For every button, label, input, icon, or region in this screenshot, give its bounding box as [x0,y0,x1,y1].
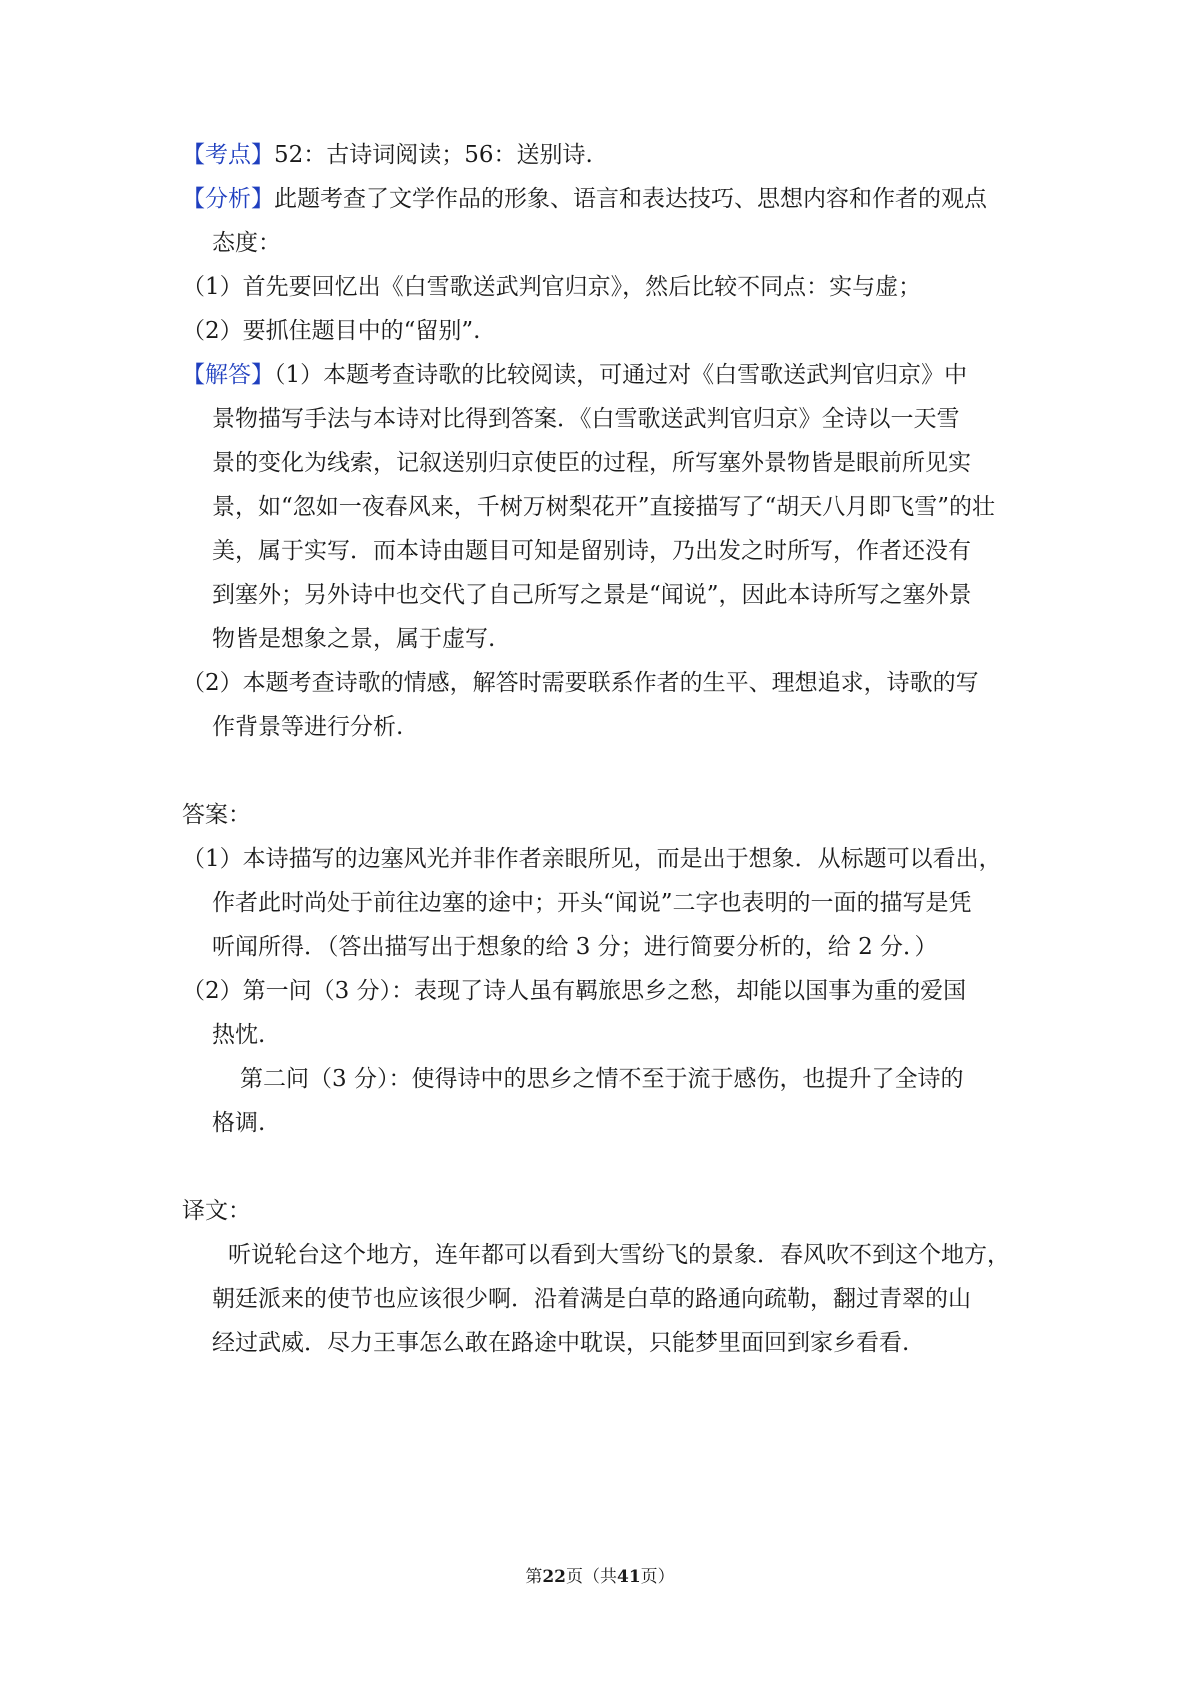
answer-line-2: 作者此时尚处于前往边塞的途中；开头“闻说”二字也表明的一面的描写是凭 [212,890,972,916]
translation-line-1: 听说轮台这个地方，连年都可以看到大雪纷飞的景象．春风吹不到这个地方， [228,1242,1010,1268]
page-footer [0,1565,1200,1589]
kaodian-tag: 【考点】 [182,142,274,168]
fenxi-tag: 【分析】 [182,186,274,212]
footer-page-number: 22 [542,1567,566,1587]
jieda-line-6: 到塞外；另外诗中也交代了自己所写之景是“闻说”，因此本诗所写之塞外景 [212,582,972,608]
jieda-line-5: 美，属于实写．而本诗由题目可知是留别诗，乃出发之时所写，作者还没有 [212,538,971,564]
translation-heading: 译文： [182,1198,251,1224]
footer-suffix: 页） [640,1567,675,1587]
jieda-text-0: （1）本题考查诗歌的比较阅读，可通过对《白雪歌送武判官归京》中 [274,362,968,388]
fenxi-line-4: （2）要抓住题目中的“留别”. [182,318,481,344]
footer-total-pages: 41 [617,1567,641,1587]
fenxi-text-0: 此题考查了文学作品的形象、语言和表达技巧、思想内容和作者的观点 [274,186,987,212]
answer-line-1: （1）本诗描写的边塞风光并非作者亲眼所见，而是出于想象．从标题可以看出， [182,846,1002,872]
translation-line-3: 经过武威．尽力王事怎么敢在路途中耽误，只能梦里面回到家乡看看. [212,1330,910,1356]
kaodian-text: 52：古诗词阅读；56：送别诗. [274,142,593,168]
answer-heading: 答案： [182,802,251,828]
fenxi-line-2: 态度： [212,230,281,256]
jieda-line-2: 景物描写手法与本诗对比得到答案．《白雪歌送武判官归京》全诗以一天雪 [212,406,960,432]
jieda-line-1 [182,360,967,390]
jieda-line-7: 物皆是想象之景，属于虚写. [212,626,496,652]
jieda-tag: 【解答】 [182,362,274,388]
footer-prefix: 第 [525,1567,543,1587]
jieda-line-9: 作背景等进行分析. [212,714,404,740]
jieda-line-3: 景的变化为线索，记叙送别归京使臣的过程，所写塞外景物皆是眼前所见实 [212,450,971,476]
jieda-line-4: 景，如“忽如一夜春风来，千树万树梨花开”直接描写了“胡天八月即飞雪”的壮 [212,494,996,520]
footer-middle: 页（共 [566,1567,617,1587]
answer-line-3: 听闻所得．（答出描写出于想象的给 3 分；进行简要分析的，给 2 分．） [212,934,938,960]
fenxi-line-3: （1）首先要回忆出《白雪歌送武判官归京》，然后比较不同点：实与虚； [182,274,922,300]
kaodian-line [182,140,593,170]
answer-line-7: 格调. [212,1110,266,1136]
answer-line-5: 热忱. [212,1022,266,1048]
answer-line-6: 第二问（3 分）：使得诗中的思乡之情不至于流于感伤，也提升了全诗的 [240,1066,964,1092]
fenxi-line-1 [182,184,987,214]
translation-line-2: 朝廷派来的使节也应该很少啊．沿着满是白草的路通向疏勒，翻过青翠的山 [212,1286,971,1312]
answer-line-4: （2）第一问（3 分）：表现了诗人虽有羁旅思乡之愁，却能以国事为重的爱国 [182,978,967,1004]
jieda-line-8: （2）本题考查诗歌的情感，解答时需要联系作者的生平、理想追求，诗歌的写 [182,670,979,696]
